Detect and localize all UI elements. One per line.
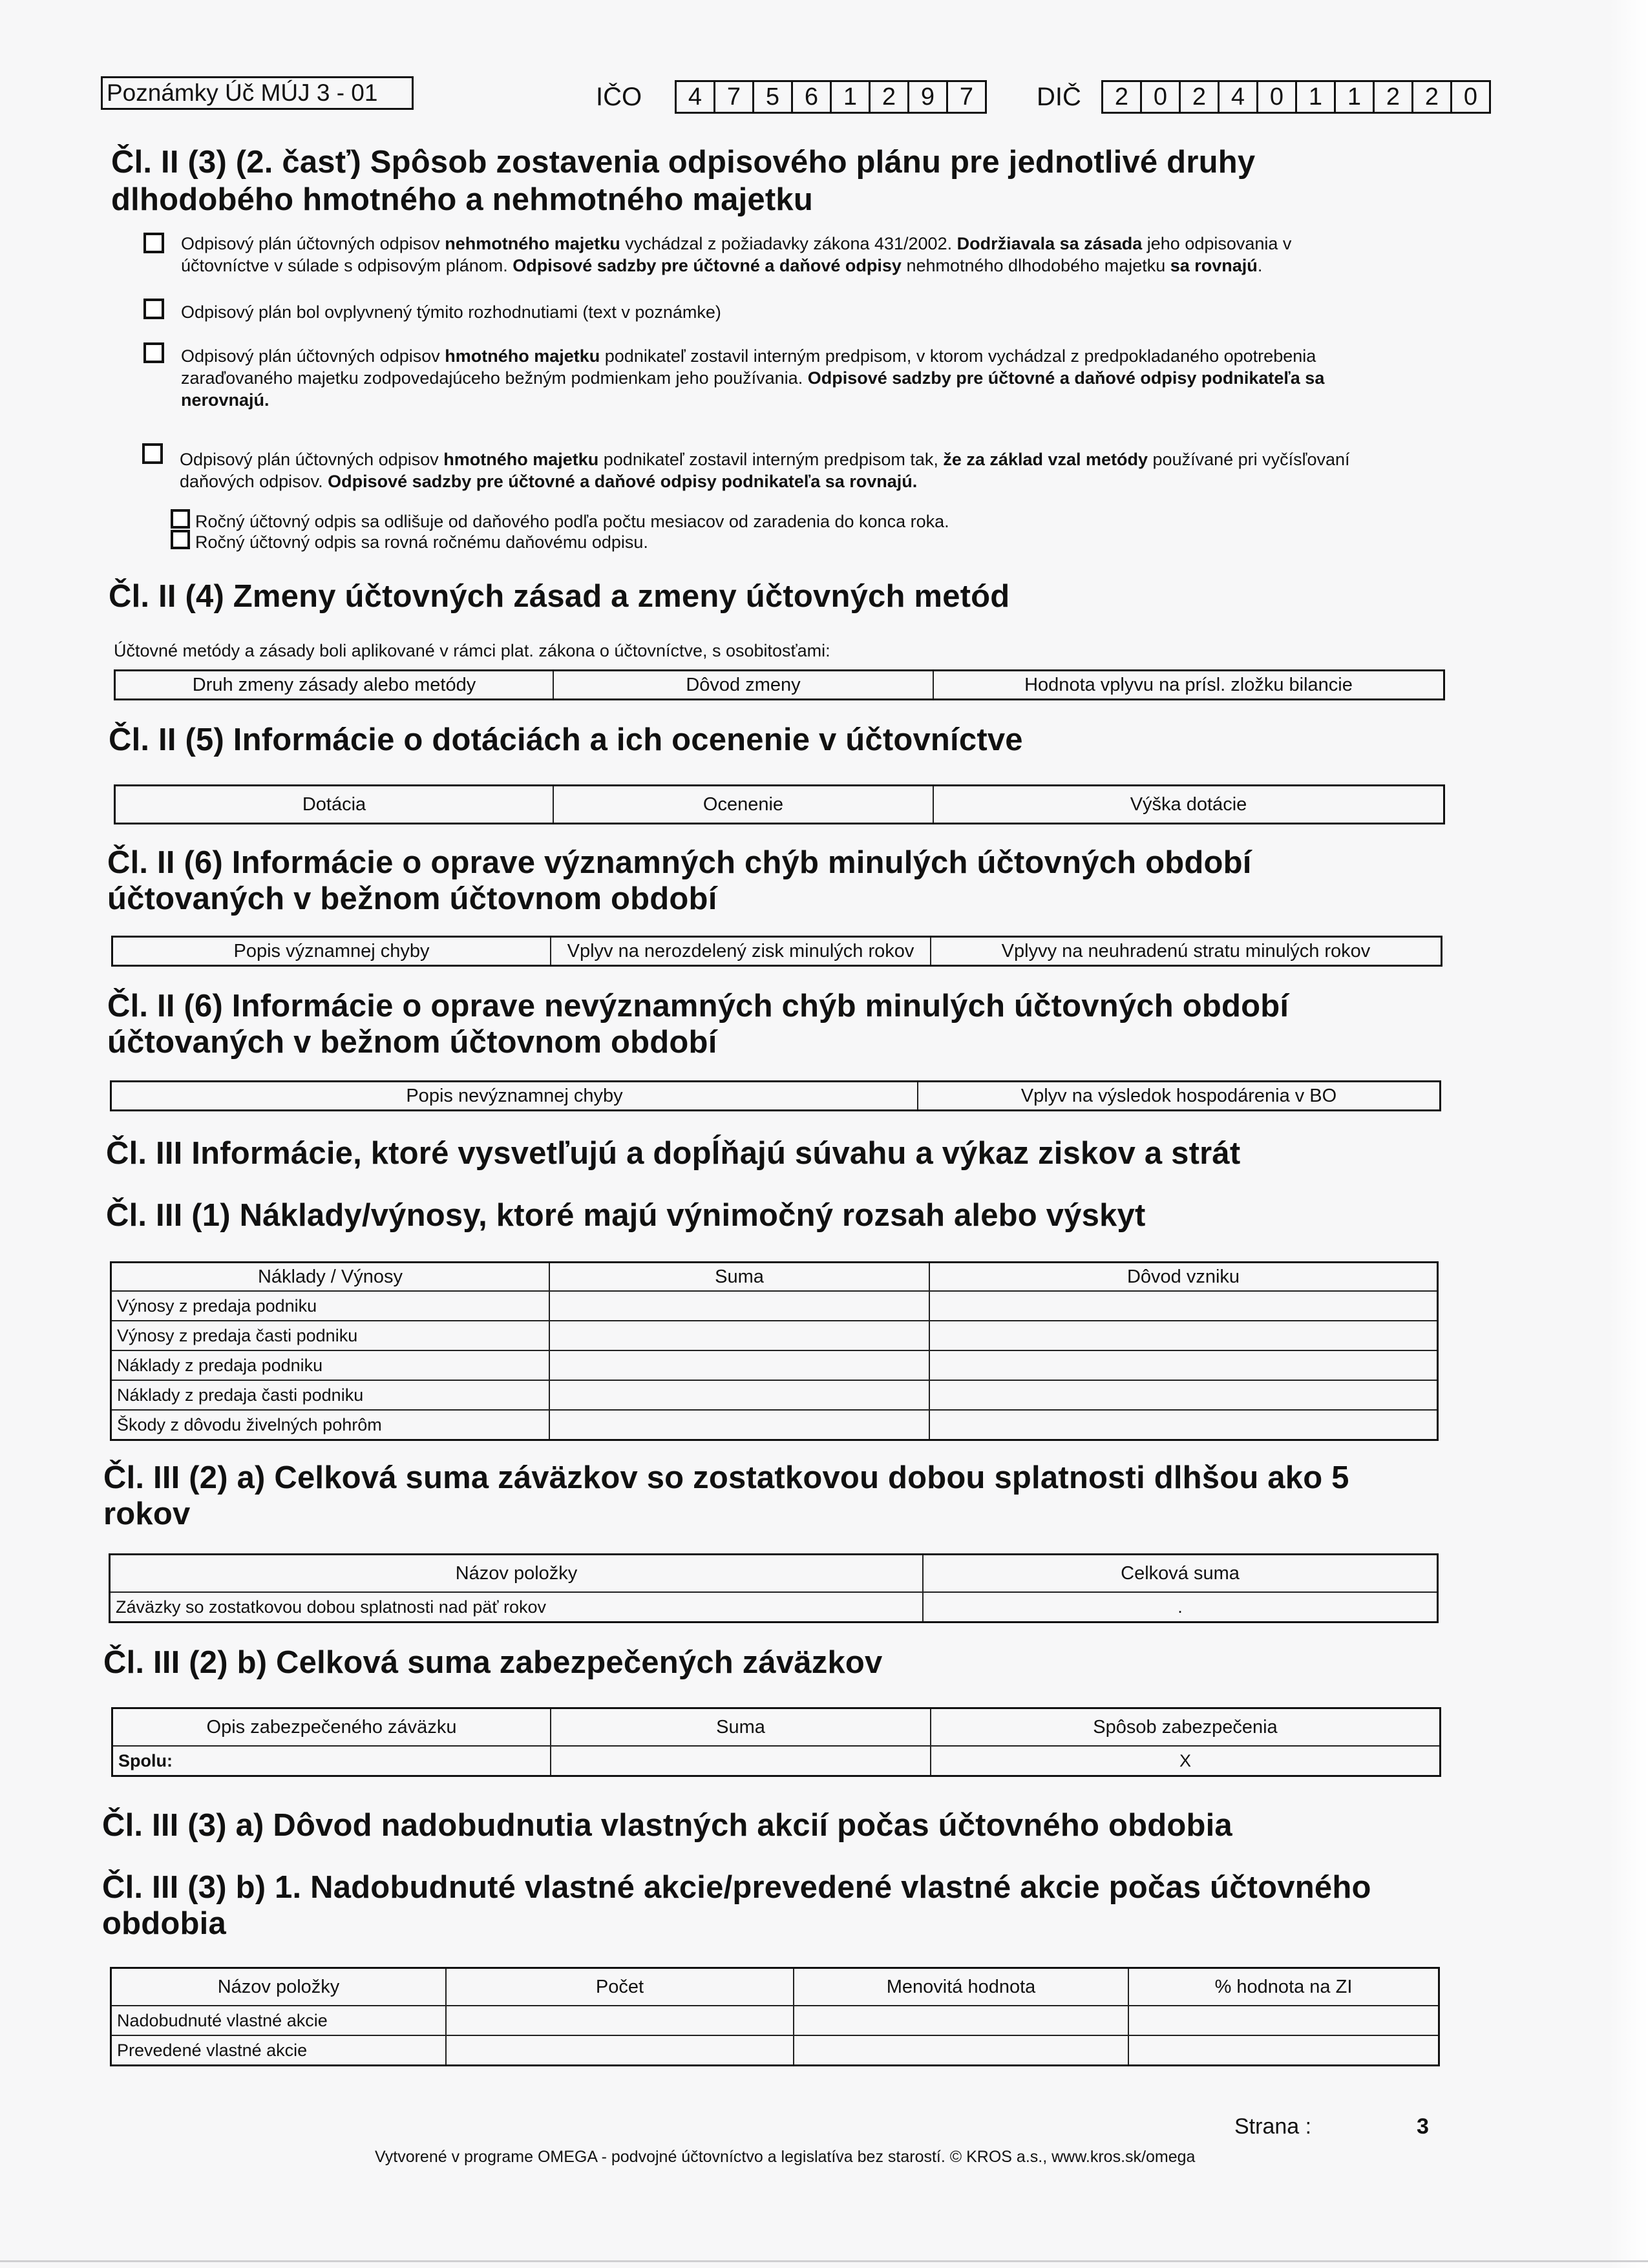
table-zavazky-5-rokov [109, 1553, 1439, 1623]
row-label: Výnosy z predaja podniku [111, 1291, 550, 1321]
dic-label: DIČ [1037, 83, 1081, 111]
col-header: Výška dotácie [933, 786, 1444, 824]
checkbox-hmotny-nerovnaju[interactable] [143, 342, 164, 363]
row-cell [929, 1321, 1438, 1350]
col-header: Suma [551, 1708, 931, 1747]
dic-digits [1101, 80, 1491, 114]
sub-option-1-text: Ročný účtovný odpis sa odlišuje od daňového podľa počtu mesiacov od zaradenia do konca roka. [195, 512, 949, 531]
checkbox-hmotny-rovnaju[interactable] [142, 443, 163, 464]
scan-edge [1609, 0, 1648, 2268]
col-header: Ocenenie [553, 786, 933, 824]
form-label: Poznámky Úč MÚJ 3 - 01 [101, 76, 414, 110]
section-title-ii-3-line2: dlhodobého hmotného a nehmotného majetku [111, 182, 813, 217]
table-row [111, 1380, 1438, 1410]
scan-bottom-edge [0, 2260, 1648, 2262]
page-label: Strana : [1234, 2114, 1312, 2139]
digit-cell: 2 [1413, 82, 1452, 112]
page-number: 3 [1417, 2114, 1429, 2139]
section-title-ii-6a-line2: účtovaných v bežnom účtovnom období [107, 881, 717, 916]
col-header: Popis významnej chyby [112, 937, 551, 966]
digit-cell: 2 [1375, 82, 1413, 112]
col-header: Počet [446, 1968, 794, 2006]
section-title-iii-1: Čl. III (1) Náklady/výnosy, ktoré majú výnimočný rozsah alebo výskyt [106, 1198, 1146, 1233]
section-title-iii-3a: Čl. III (3) a) Dôvod nadobudnutia vlastných akcií počas účtovného obdobia [102, 1808, 1232, 1843]
col-header: Opis zabezpečeného záväzku [112, 1708, 551, 1747]
row-cell [929, 1350, 1438, 1380]
col-header: Vplyvy na neuhradenú stratu minulých rokov [931, 937, 1442, 966]
section-title-ii-6a-line1: Čl. II (6) Informácie o oprave významných chýb minulých účtovných období [107, 845, 1252, 880]
ico-label: IČO [596, 83, 642, 111]
col-header: Hodnota vplyvu na prísl. zložku bilancie [933, 671, 1444, 700]
footer-credit: Vytvorené v programe OMEGA - podvojné účtovníctvo a legislatíva bez starostí. © KROS a.s., www.kros.sk/omega [375, 2148, 1196, 2166]
col-header: Vplyv na nerozdelený zisk minulých rokov [551, 937, 931, 966]
total-label: Spolu: [112, 1746, 551, 1776]
row-label: Škody z dôvodu živelných pohrôm [111, 1410, 550, 1440]
row-label: Náklady z predaja podniku [111, 1350, 550, 1380]
row-cell [929, 1291, 1438, 1321]
table-nevyznamne-chyby [110, 1080, 1441, 1111]
option-2-text: Odpisový plán bol ovplyvnený týmito rozhodnutiami (text v poznámke) [181, 302, 721, 322]
digit-cell: 2 [1103, 82, 1142, 112]
option-4-line2: daňových odpisov. Odpisové sadzby pre účtovné a daňové odpisy podnikateľa sa rovnajú. [180, 472, 918, 491]
table-row [111, 2006, 1439, 2035]
section-title-ii-3-line1: Čl. II (3) (2. časť) Spôsob zostavenia odpisového plánu pre jednotlivé druhy [111, 145, 1256, 180]
checkbox-odpis-odlisuje[interactable] [171, 509, 190, 529]
section-title-ii-5: Čl. II (5) Informácie o dotáciách a ich ocenenie v účtovníctve [109, 722, 1023, 757]
digit-cell: 1 [1297, 82, 1336, 112]
table-naklady-vynosy [110, 1261, 1439, 1441]
table-vlastne-akcie [110, 1967, 1440, 2066]
table-vyznamne-chyby [111, 936, 1442, 967]
option-1-line1: Odpisový plán účtovných odpisov nehmotného majetku vychádzal z požiadavky zákona 431/2002. Dodržiavala sa zásada jeho odpisovania v [181, 234, 1292, 253]
col-header: Druh zmeny zásady alebo metódy [115, 671, 554, 700]
row-cell [929, 1380, 1438, 1410]
row-cell [1128, 2035, 1439, 2066]
digit-cell: 0 [1463, 83, 1478, 110]
option-3-line1: Odpisový plán účtovných odpisov hmotného majetku podnikateľ zostavil interným predpisom, v ktorom vychádzal z predpokladaného opotrebenia [181, 346, 1316, 366]
ico-digits [675, 80, 987, 114]
section-title-iii-3b-line1: Čl. III (3) b) 1. Nadobudnuté vlastné akcie/prevedené vlastné akcie počas účtovného [102, 1870, 1371, 1905]
section-title-ii-6b-line1: Čl. II (6) Informácie o oprave nevýznamných chýb minulých účtovných období [107, 989, 1289, 1024]
row-cell [794, 2035, 1128, 2066]
checkbox-ovplyvneny-plan[interactable] [143, 299, 164, 319]
col-header: Menovitá hodnota [794, 1968, 1128, 2006]
table-row [111, 1350, 1438, 1380]
digit-cell: 9 [909, 82, 948, 112]
section-title-iii-3b-line2: obdobia [102, 1906, 226, 1941]
section-title-ii-6b-line2: účtovaných v bežnom účtovnom období [107, 1025, 717, 1060]
section-title-iii-2a-line2: rokov [103, 1496, 191, 1531]
row-cell [446, 2006, 794, 2035]
row-cell [549, 1410, 929, 1440]
digit-cell: 0 [1142, 82, 1181, 112]
digit-cell: 1 [1336, 82, 1375, 112]
total-mark: X [931, 1746, 1441, 1776]
digit-cell: 7 [959, 83, 974, 110]
col-header: Suma [549, 1263, 929, 1292]
sub-option-2-text: Ročný účtovný odpis sa rovná ročnému daňovému odpisu. [195, 532, 648, 552]
table-dotacie [114, 784, 1445, 824]
row-cell [929, 1410, 1438, 1440]
row-label: Výnosy z predaja časti podniku [111, 1321, 550, 1350]
row-label: Záväzky so zostatkovou dobou splatnosti nad päť rokov [110, 1592, 924, 1622]
table-row [111, 1321, 1438, 1350]
col-header: Popis nevýznamnej chyby [111, 1082, 918, 1111]
digit-cell: 7 [715, 82, 754, 112]
option-1-line2: účtovníctve v súlade s odpisovým plánom. Odpisové sadzby pre účtovné a daňové odpisy nehmotného dlhodobého majetku sa rovnajú. [181, 256, 1263, 275]
row-cell [549, 1380, 929, 1410]
section-title-ii-4: Čl. II (4) Zmeny účtovných zásad a zmeny účtovných metód [109, 579, 1010, 614]
row-label: Prevedené vlastné akcie [111, 2035, 447, 2066]
section-title-iii-2b: Čl. III (2) b) Celková suma zabezpečených záväzkov [103, 1645, 883, 1680]
section-title-iii-2a-line1: Čl. III (2) a) Celková suma záväzkov so zostatkovou dobou splatnosti dlhšou ako 5 [103, 1460, 1349, 1495]
row-cell [1128, 2006, 1439, 2035]
option-3-line3: nerovnajú. [181, 390, 269, 410]
digit-cell: 4 [1220, 82, 1258, 112]
digit-cell: 2 [1181, 82, 1220, 112]
col-header: Vplyv na výsledok hospodárenia v BO [918, 1082, 1441, 1111]
row-cell [549, 1291, 929, 1321]
digit-cell: 2 [871, 82, 909, 112]
digit-cell: 0 [1258, 82, 1297, 112]
col-header: Názov položky [110, 1555, 924, 1593]
section-title-iii: Čl. III Informácie, ktoré vysvetľujú a dopĺňajú súvahu a výkaz ziskov a strát [106, 1136, 1241, 1171]
row-cell [794, 2006, 1128, 2035]
digit-cell: 6 [793, 82, 832, 112]
table-row [111, 1410, 1438, 1440]
col-header: Náklady / Výnosy [111, 1263, 550, 1292]
checkbox-odpis-rovna[interactable] [171, 530, 190, 549]
row-label: Náklady z predaja časti podniku [111, 1380, 550, 1410]
row-cell [549, 1321, 929, 1350]
option-4-line1: Odpisový plán účtovných odpisov hmotného majetku podnikateľ zostavil interným predpisom tak, že za základ vzal metódy používané pri vyčísľovaní [180, 450, 1350, 469]
total-sum [551, 1746, 931, 1776]
col-header: Názov položky [111, 1968, 447, 2006]
intro-text: Účtovné metódy a zásady boli aplikované v rámci plat. zákona o účtovníctve, s osobitosťami: [114, 641, 830, 660]
digit-cell: 1 [832, 82, 871, 112]
option-3-line2: zaraďovaného majetku zodpovedajúceho bežným podmienkam jeho používania. Odpisové sadzby pre účtovné a daňové odpisy podnikateľa sa [181, 368, 1325, 388]
col-header: % hodnota na ZI [1128, 1968, 1439, 2006]
col-header: Dotácia [115, 786, 554, 824]
row-value: . [923, 1592, 1438, 1622]
row-cell [549, 1350, 929, 1380]
table-row [111, 2035, 1439, 2066]
digit-cell: 4 [677, 82, 715, 112]
row-label: Nadobudnuté vlastné akcie [111, 2006, 447, 2035]
col-header: Spôsob zabezpečenia [931, 1708, 1441, 1747]
table-zabezpecene-zavazky [111, 1707, 1441, 1777]
table-row [111, 1291, 1438, 1321]
checkbox-nehmotny-majetok[interactable] [143, 233, 164, 253]
table-zmeny [114, 669, 1445, 700]
digit-cell: 5 [754, 82, 793, 112]
col-header: Dôvod zmeny [553, 671, 933, 700]
row-cell [446, 2035, 794, 2066]
col-header: Dôvod vzniku [929, 1263, 1438, 1292]
col-header: Celková suma [923, 1555, 1438, 1593]
